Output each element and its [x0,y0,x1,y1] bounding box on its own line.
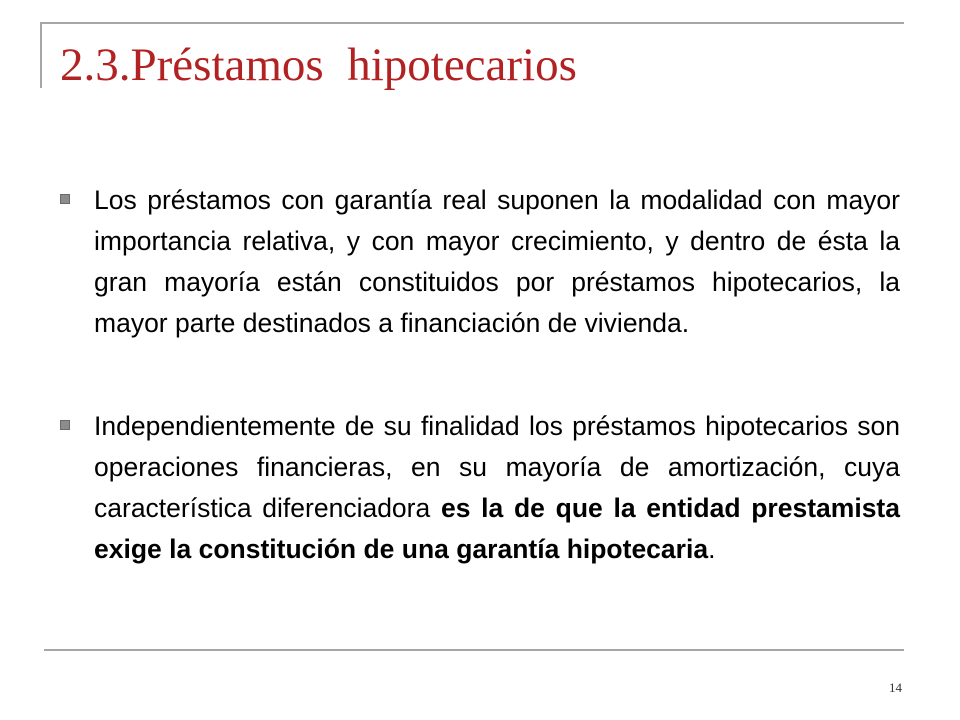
left-divider [40,22,42,88]
bullet-text-2-normal: Independientemente de su finalidad los préstamos hipotecarios son operaciones financieras, en su mayoría de amortización, cuya característica diferenciadora [94,411,900,523]
page-number: 14 [889,680,902,695]
top-divider [40,22,904,24]
bottom-divider [44,649,904,651]
bullet-text-2 [94,406,900,570]
square-bullet-icon [60,194,70,204]
bullet-item-1 [60,180,900,344]
bullet-item-2 [60,406,900,570]
slide-title: 2.3.Préstamos hipotecarios [60,39,577,91]
bullet-text-2-end: . [708,534,716,564]
bullet-text-2-bold: es la de que la entidad prestamista exige la constitución de una garantía hipotecaria [94,493,900,564]
square-bullet-icon [60,420,70,430]
bullet-list [60,180,900,632]
bullet-text-1: Los préstamos con garantía real suponen la modalidad con mayor importancia relativa, y con mayor crecimiento, y dentro de ésta la gran mayoría están constituidos por préstamos hipotecarios, la mayor parte destinados a financiación de vivienda. [94,185,900,338]
